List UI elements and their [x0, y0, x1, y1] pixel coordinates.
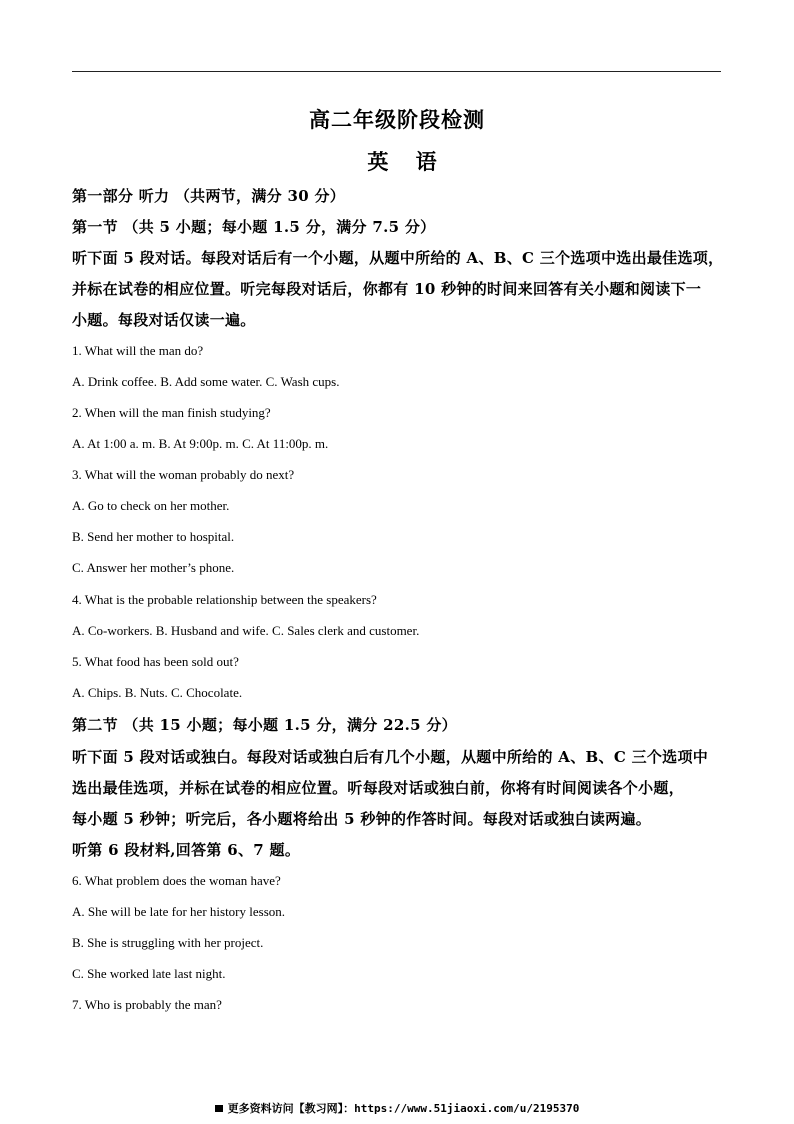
question-line: 6. What problem does the woman have? [72, 873, 281, 888]
top-divider [72, 71, 721, 72]
footer-text: 更多资料访问【教习网】：https://www.51jiaoxi.com/u/2195370 [227, 1102, 580, 1115]
answer-option: B. She is struggling with her project. [72, 935, 264, 950]
question-line: 1. What will the man do? [72, 343, 204, 358]
question-line: 4. What is the probable relationship between the speakers? [72, 592, 377, 607]
answer-options: A. At 1:00 a. m. B. At 9:00p. m. C. At 11:00p. m. [72, 436, 329, 451]
flag-icon [215, 1105, 223, 1112]
question-line: 2. When will the man finish studying? [72, 405, 271, 420]
question-line: 7. Who is probably the man? [72, 997, 222, 1012]
answer-options: A. Co-workers. B. Husband and wife. C. Sales clerk and customer. [72, 623, 420, 638]
section2-instruction-line: 每小题 5 秒钟；听完后，各小题将给出 5 秒钟的作答时间。每段对话或独白读两遍。 [72, 810, 652, 828]
answer-option: B. Send her mother to hospital. [72, 529, 235, 544]
section2-heading: 第二节 （共 15 小题；每小题 1.5 分，满分 22.5 分） [72, 716, 457, 734]
material-heading: 听第 6 段材料,回答第 6、7 题。 [72, 841, 301, 859]
section1-heading: 第一节 （共 5 小题；每小题 1.5 分，满分 7.5 分） [72, 218, 436, 236]
answer-option: A. Go to check on her mother. [72, 498, 230, 513]
exam-title: 高二年级阶段检测 [309, 107, 485, 132]
question-line: 5. What food has been sold out? [72, 654, 239, 669]
answer-option: C. She worked late last night. [72, 966, 226, 981]
section1-instruction-line: 小题。每段对话仅读一遍。 [72, 311, 256, 329]
answer-option: A. She will be late for her history lesson. [72, 904, 286, 919]
footer-link[interactable] [0, 1100, 794, 1116]
answer-option: C. Answer her mother’s phone. [72, 560, 235, 575]
question-line: 3. What will the woman probably do next? [72, 467, 295, 482]
part1-heading: 第一部分 听力 （共两节，满分 30 分） [72, 187, 346, 205]
answer-options: A. Chips. B. Nuts. C. Chocolate. [72, 685, 243, 700]
section2-instruction-line: 听下面 5 段对话或独白。每段对话或独白后有几个小题，从题中所给的 A、B、C 三个选项中 [72, 748, 709, 766]
subject-title: 英 语 [367, 149, 447, 174]
section1-instruction-line: 听下面 5 段对话。每段对话后有一个小题，从题中所给的 A、B、C 三个选项中选出最佳选项， [72, 249, 724, 267]
answer-options: A. Drink coffee. B. Add some water. C. Wash cups. [72, 374, 340, 389]
section1-instruction-line: 并标在试卷的相应位置。听完每段对话后，你都有 10 秒钟的时间来回答有关小题和阅读下一 [72, 280, 702, 298]
section2-instruction-line: 选出最佳选项，并标在试卷的相应位置。听每段对话或独白前，你将有时间阅读各个小题， [72, 779, 685, 797]
